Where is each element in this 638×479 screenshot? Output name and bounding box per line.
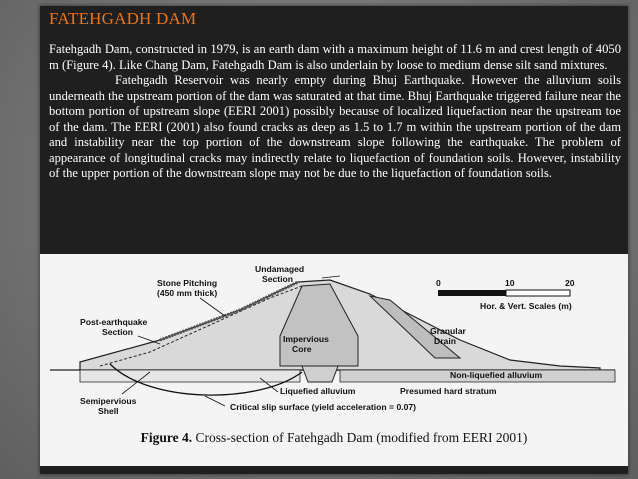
paragraph-1: Fatehgadh Dam, constructed in 1979, is an earth dam with a maximum height of 11.6 m and crest length of 4050 m (Figure 4). Like Chang Dam, Fatehgadh Dam is also underlain by loose to medium dense silt sand mixtures. bbox=[49, 42, 621, 72]
scale-label: Hor. & Vert. Scales (m) bbox=[480, 301, 572, 311]
figure-caption-text: Cross-section of Fatehgadh Dam (modified from EERI 2001) bbox=[192, 430, 528, 445]
cutoff-trench bbox=[302, 366, 338, 382]
label-post-eq-1: Post-earthquake bbox=[80, 317, 148, 327]
paragraph-2: Fatehgadh Reservoir was nearly empty during Bhuj Earthquake. However the alluvium soils underneath the upstream portion of the dam was saturated at that time. Bhuj Earthquake triggered failure near the bottom portion of upstream slope (EERI 2001) possibly because of localized liquefaction near the upstream toe of the dam. The EERI (2001) also found cracks as deep as 1.5 to 1.7 m within the upstream portion of the dam and instability near the top portion of the downstream slope following the earthquake. The problem of appearance of longitudinal cracks may indirectly relate to liquefaction of foundation soils. However, instability of the upper portion of the downstream slope may not be due to the liquefaction of foundation soils. bbox=[49, 73, 621, 180]
label-stone-pitching-2: (450 mm thick) bbox=[157, 288, 218, 298]
leader-stone-pitching bbox=[200, 298, 225, 316]
scale-tick-20: 20 bbox=[565, 278, 575, 288]
figure-caption bbox=[40, 430, 628, 446]
label-undamaged-1: Undamaged bbox=[255, 264, 305, 274]
label-post-eq-2: Section bbox=[102, 327, 134, 337]
label-non-liquefied: Non-liquefied alluvium bbox=[450, 370, 543, 380]
dam-cross-section-figure bbox=[40, 254, 628, 466]
scale-bar bbox=[436, 278, 575, 311]
scale-tick-10: 10 bbox=[505, 278, 515, 288]
label-liquefied: Liquefied alluvium bbox=[280, 386, 356, 396]
leader-undamaged bbox=[322, 276, 340, 278]
label-hard-stratum: Presumed hard stratum bbox=[400, 386, 497, 396]
label-semipervious-2: Shell bbox=[98, 406, 119, 416]
label-impervious-2: Core bbox=[292, 344, 312, 354]
label-granular-2: Drain bbox=[434, 336, 456, 346]
figure-caption-number: Figure 4. bbox=[140, 430, 193, 445]
label-impervious-1: Impervious bbox=[283, 334, 329, 344]
leader-slip bbox=[205, 396, 225, 406]
slide-body bbox=[49, 42, 621, 182]
slide-title: FATEHGADH DAM bbox=[49, 9, 197, 28]
label-semipervious-1: Semipervious bbox=[80, 396, 137, 406]
label-granular-1: Granular bbox=[430, 326, 466, 336]
dam-cross-section-diagram bbox=[40, 254, 628, 430]
scale-tick-0: 0 bbox=[436, 278, 441, 288]
label-undamaged-2: Section bbox=[262, 274, 294, 284]
liquefied-alluvium-zone bbox=[80, 370, 300, 382]
label-slip-surface: Critical slip surface (yield acceleration = 0.07) bbox=[230, 402, 417, 412]
label-stone-pitching-1: Stone Pitching bbox=[157, 278, 218, 288]
